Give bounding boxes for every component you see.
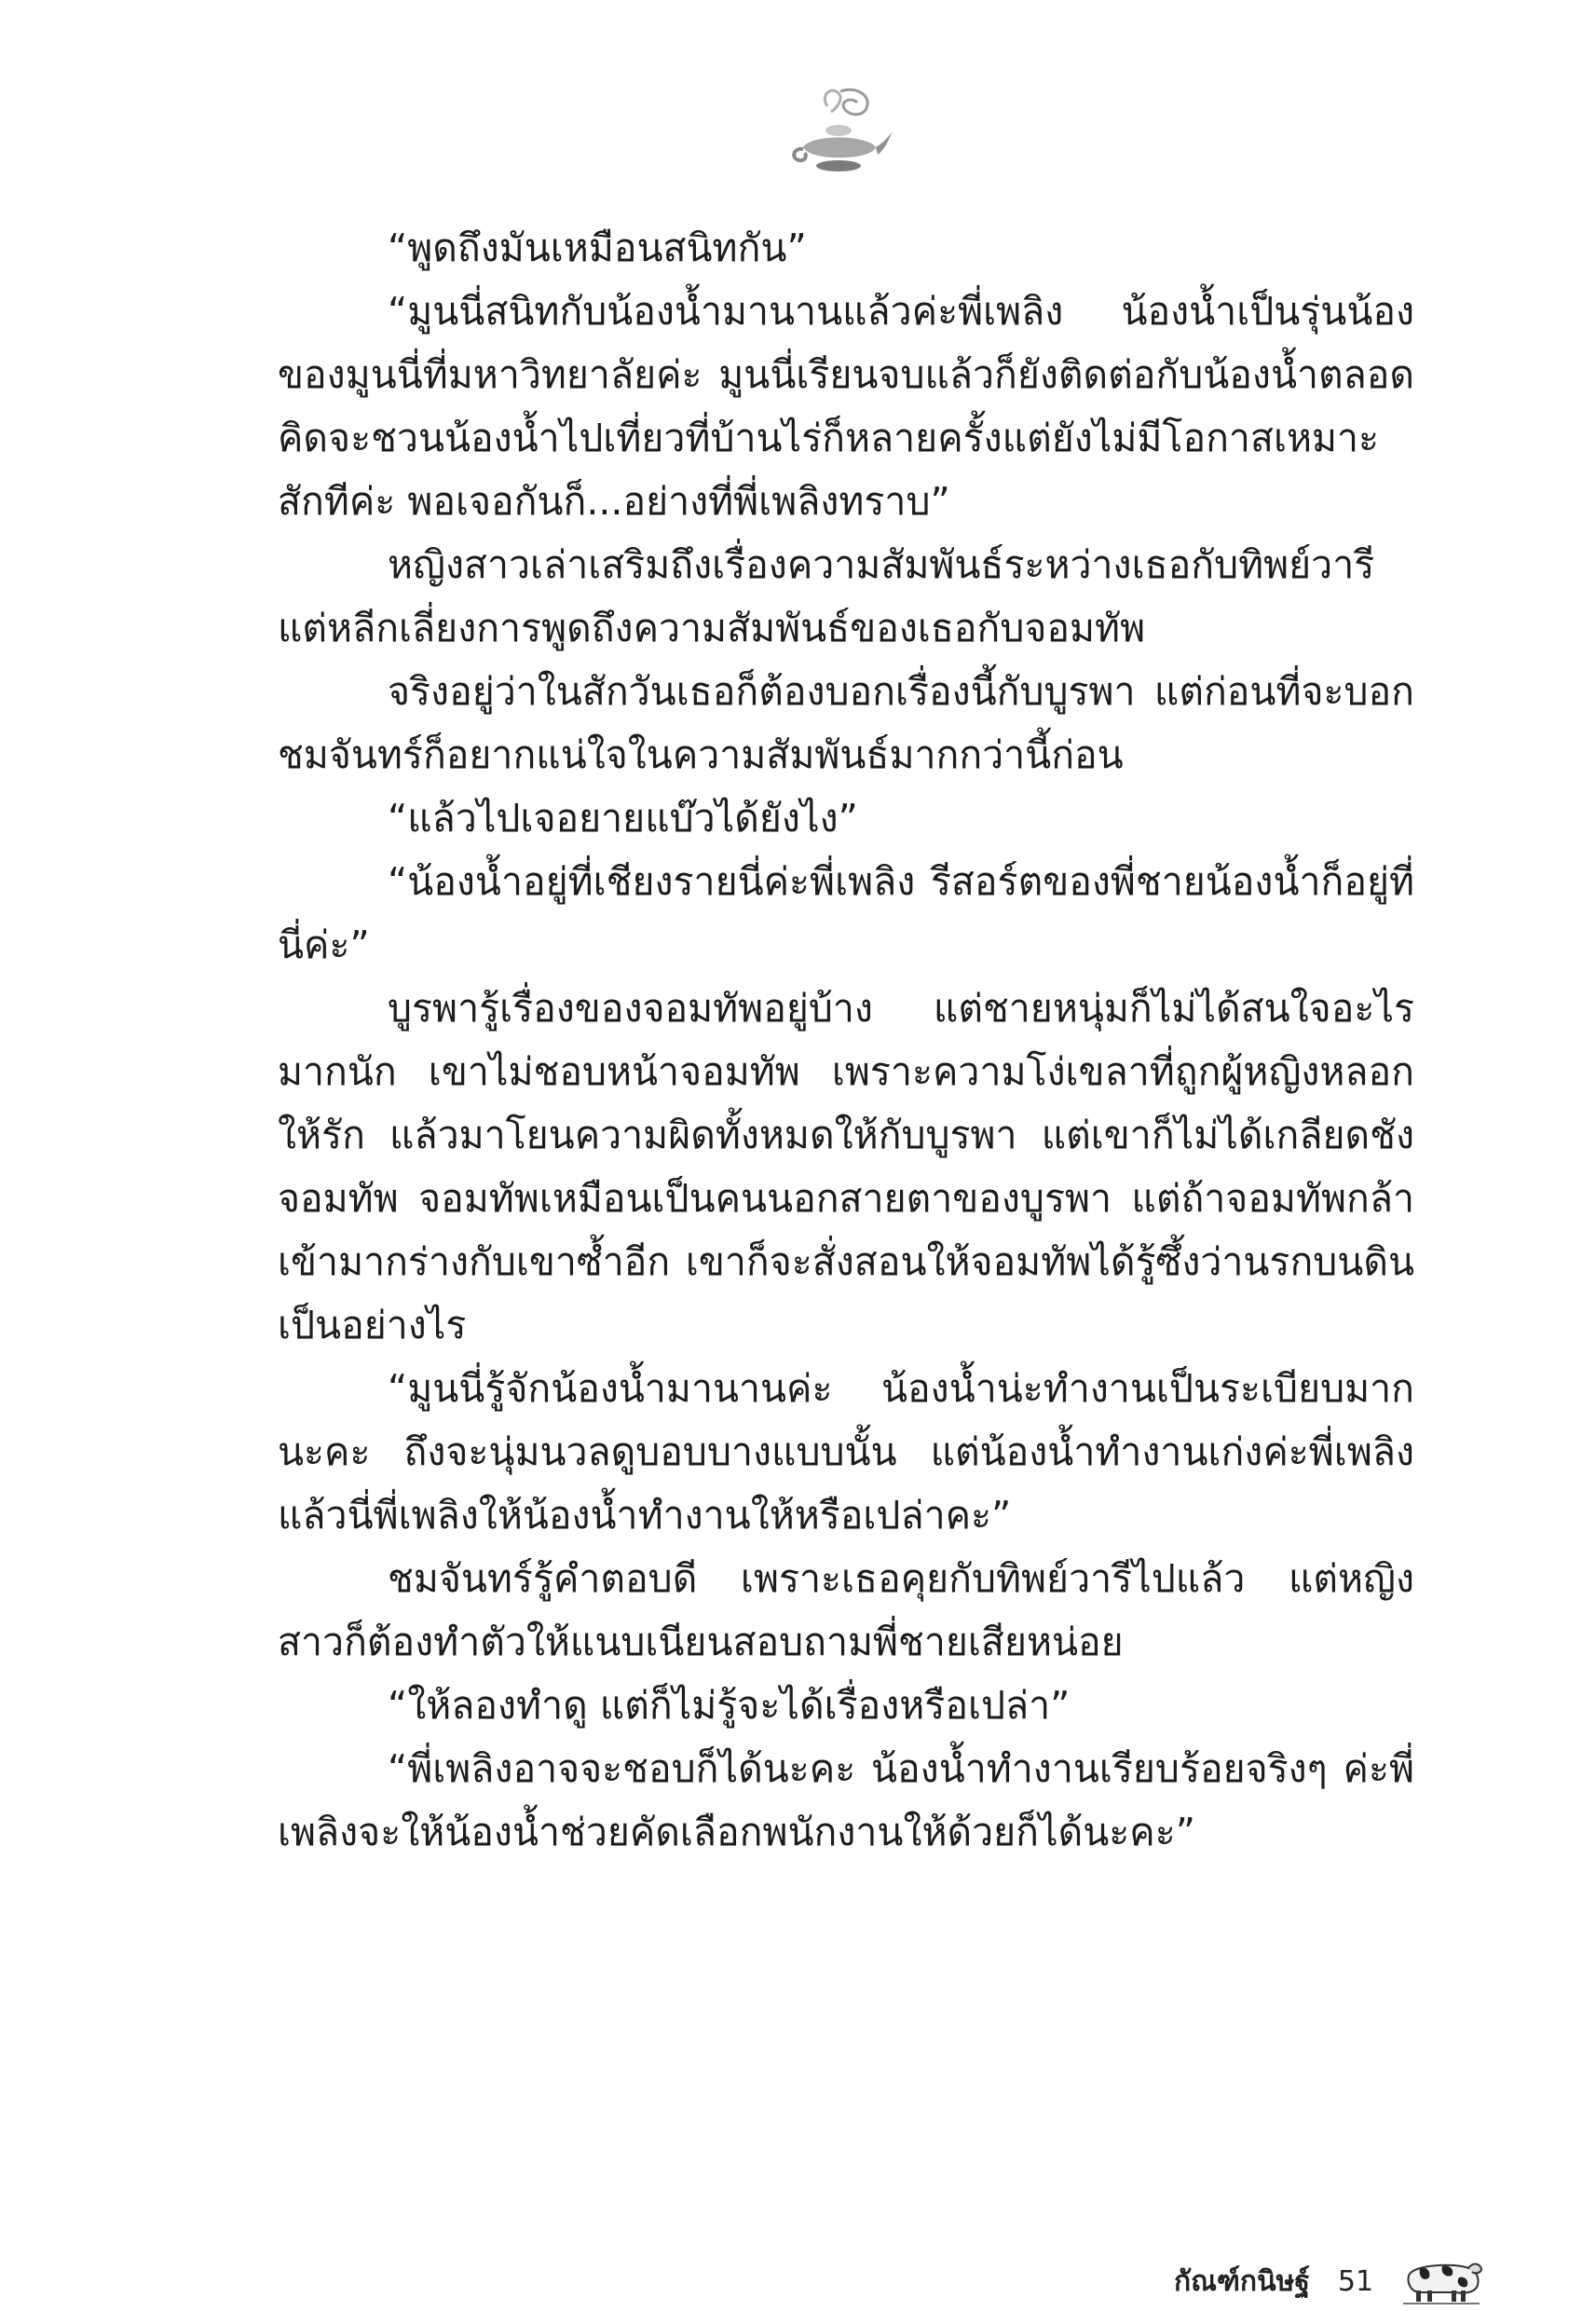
paragraph-9: ชมจันทร์รู้คำตอบดี เพราะเธอคุยกับทิพย์วารีไปแล้ว แต่หญิงสาวก็ต้องทำตัวให้แนบเนียนสอบถามพี่ชายเสียหน่อย bbox=[278, 1556, 1414, 1664]
paragraph-6: “น้องน้ำอยู่ที่เชียงรายนี่ค่ะพี่เพลิง รีสอร์ตของพี่ชายน้องน้ำก็อยู่ที่นี่ค่ะ” bbox=[278, 859, 1414, 967]
page-footer bbox=[1174, 2253, 1483, 2309]
book-title: กัณฑ์กนิษฐ์ bbox=[1174, 2264, 1310, 2298]
paragraph-3: หญิงสาวเล่าเสริมถึงเรื่องความสัมพันธ์ระหว่างเธอกับทิพย์วารี แต่หลีกเลี่ยงการพูดถึงความสัมพันธ์ของเธอกับจอมทัพ bbox=[278, 542, 1375, 650]
paragraph-2: “มูนนี่สนิทกับน้องน้ำมานานแล้วค่ะพี่เพลิง น้องน้ำเป็นรุ่นน้องของมูนนี่ที่มหาวิทยาลัยค่ะ มูนนี่เรียนจบแล้วก็ยังติดต่อกับน้องน้ำตลอด คิดจะชวนน้องน้ำไปเที่ยวที่บ้านไร่ก็หลายครั้งแต่ยังไม่มีโอกาสเหมาะสักทีค่ะ พอเจอกันก็...อย่างที่พี่เพลิงทราบ” bbox=[278, 289, 1414, 524]
paragraph-5: “แล้วไปเจอยายแบ๊วได้ยังไง” bbox=[388, 796, 858, 841]
paragraph-11: “พี่เพลิงอาจจะชอบก็ได้นะคะ น้องน้ำทำงานเรียบร้อยจริงๆ ค่ะพี่เพลิงจะให้น้องน้ำช่วยคัดเลือกพนักงานให้ด้วยก็ได้นะคะ” bbox=[278, 1746, 1414, 1854]
genie-lamp-icon bbox=[783, 75, 894, 186]
paragraph-4: จริงอยู่ว่าในสักวันเธอก็ต้องบอกเรื่องนี้กับบูรพา แต่ก่อนที่จะบอก ชมจันทร์ก็อยากแน่ใจในความสัมพันธ์มากกว่านี้ก่อน bbox=[278, 669, 1414, 777]
paragraph-8: “มูนนี่รู้จักน้องน้ำมานานค่ะ น้องน้ำน่ะทำงานเป็นระเบียบมากนะคะ ถึงจะนุ่มนวลดูบอบบางแบบนั้น แต่น้องน้ำทำงานเก่งค่ะพี่เพลิง แล้วนี่พี่เพลิงให้น้องน้ำทำงานให้หรือเปล่าคะ” bbox=[278, 1366, 1414, 1538]
paragraph-1: “พูดถึงมันเหมือนสนิทกัน” bbox=[388, 226, 807, 270]
cow-icon bbox=[1399, 2257, 1483, 2305]
paragraph-7: บูรพารู้เรื่องของจอมทัพอยู่บ้าง แต่ชายหนุ่มก็ไม่ได้สนใจอะไรมากนัก เขาไม่ชอบหน้าจอมทัพ เพราะความโง่เขลาที่ถูกผู้หญิงหลอกให้รัก แล้วมาโยนความผิดทั้งหมดให้กับบูรพา แต่เขาก็ไม่ได้เกลียดชังจอมทัพ จอมทัพเหมือนเป็นคนนอกสายตาของบูรพา แต่ถ้าจอมทัพกล้าเข้ามากร่างกับเขาซ้ำอีก เขาก็จะสั่งสอนให้จอมทัพได้รู้ซึ้งว่านรกบนดินเป็นอย่างไร bbox=[278, 986, 1414, 1347]
paragraph-10: “ให้ลองทำดู แต่ก็ไม่รู้จะได้เรื่องหรือเปล่า” bbox=[388, 1683, 1071, 1728]
story-text bbox=[278, 216, 1414, 1864]
page-number: 51 bbox=[1337, 2264, 1374, 2298]
